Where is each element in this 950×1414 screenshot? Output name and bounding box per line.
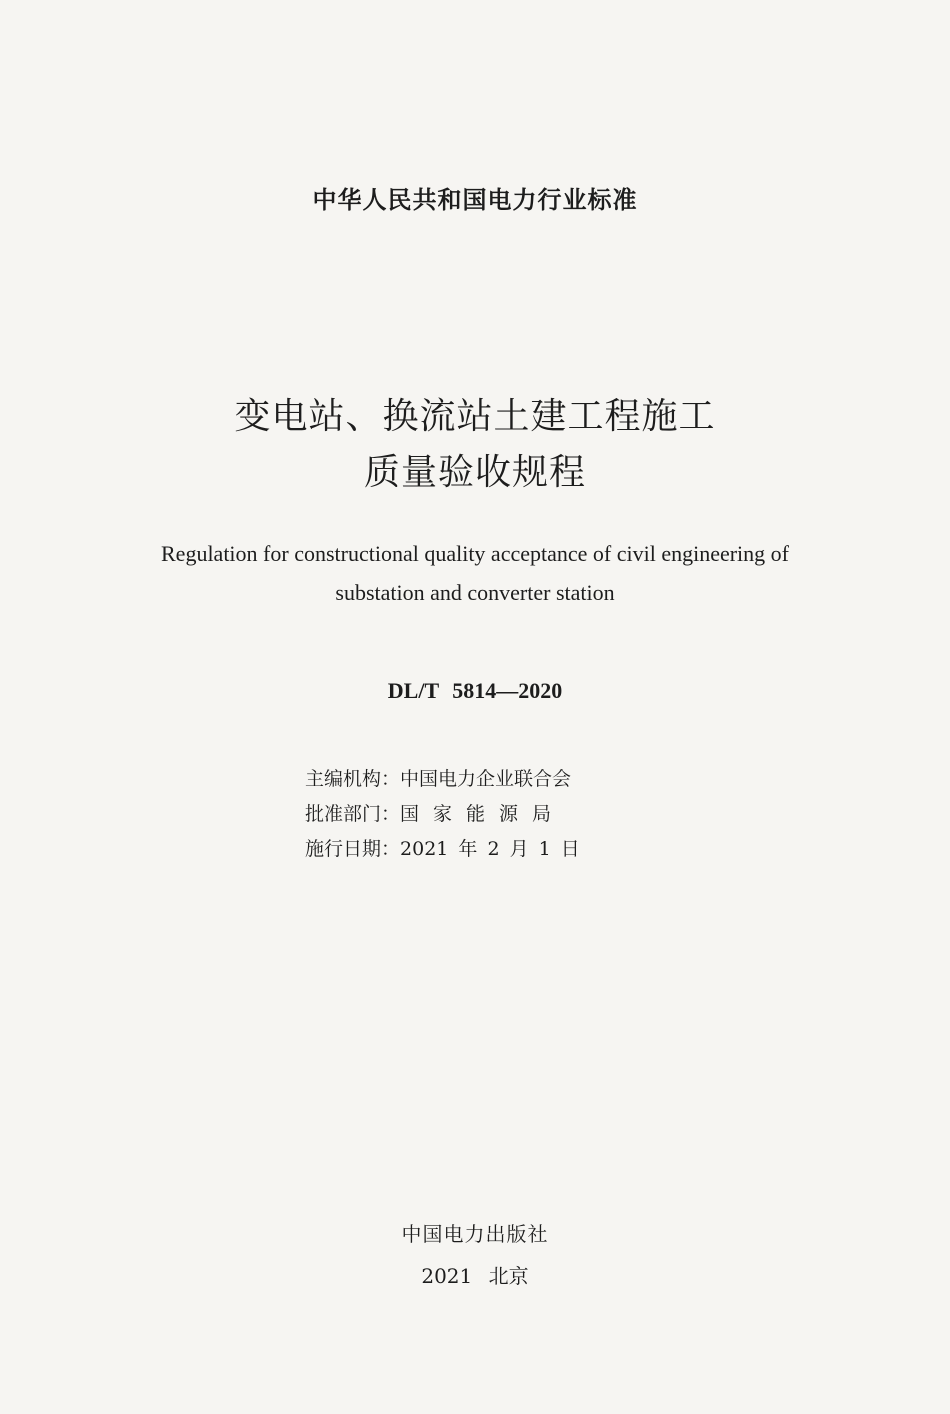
english-title-line-2: substation and converter station bbox=[335, 580, 615, 605]
approver-value: 国家能源局 bbox=[400, 803, 566, 825]
chinese-title-line-1: 变电站、换流站土建工程施工 bbox=[234, 396, 716, 437]
effective-date-value: 2021 年 2 月 1 日 bbox=[400, 838, 580, 860]
english-title-line-1: Regulation for constructional quality acceptance of civil engineering of bbox=[161, 541, 789, 566]
standard-code: DL/T 5814—2020 bbox=[387, 678, 563, 703]
editor-value: 中国电力企业联合会 bbox=[400, 768, 572, 790]
editor-label: 主编机构： bbox=[305, 768, 401, 790]
editor-row bbox=[305, 764, 571, 791]
effective-date-row bbox=[305, 834, 580, 861]
approver-row bbox=[305, 799, 565, 826]
standard-series-header: 中华人民共和国电力行业标准 bbox=[312, 186, 638, 214]
publisher-name: 中国电力出版社 bbox=[401, 1222, 549, 1246]
chinese-title-line-2: 质量验收规程 bbox=[363, 452, 586, 493]
approver-label: 批准部门： bbox=[305, 803, 401, 825]
effective-date-label: 施行日期： bbox=[305, 838, 401, 860]
publication-year-city: 2021 北京 bbox=[421, 1264, 529, 1288]
